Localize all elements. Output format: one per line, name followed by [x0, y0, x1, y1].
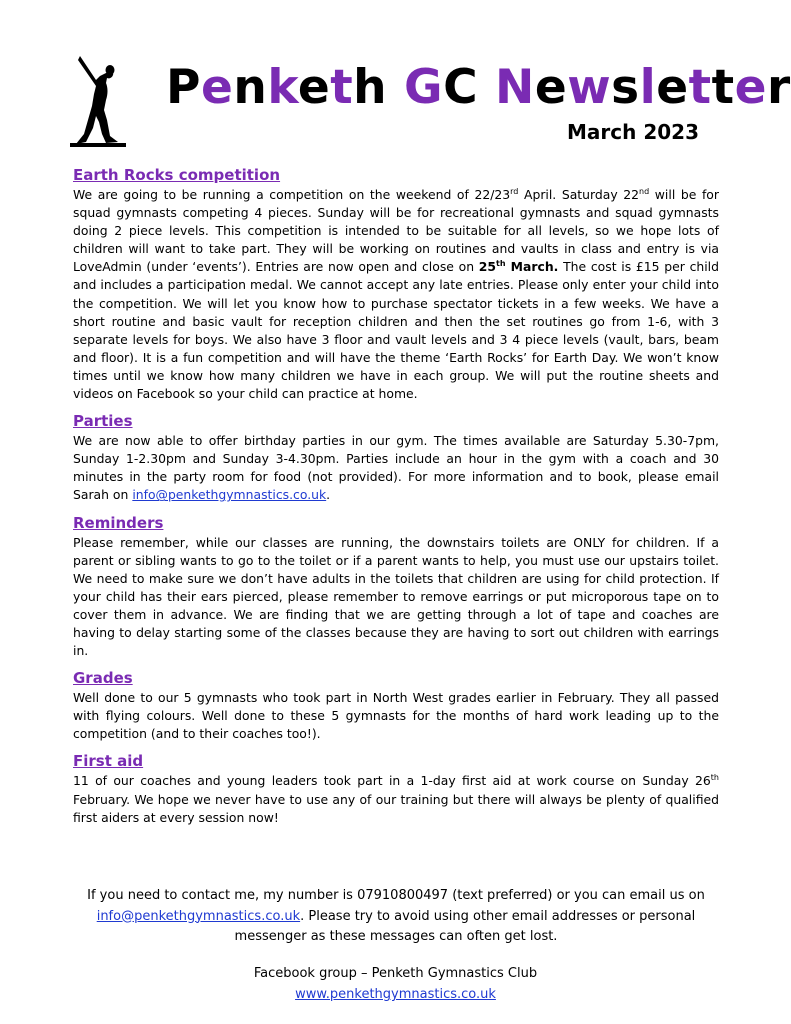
title-letter — [478, 60, 495, 115]
contact-info — [73, 886, 719, 948]
title-letter: e — [656, 60, 689, 115]
title-letter: e — [297, 60, 331, 115]
title-letter: w — [567, 60, 612, 115]
section-body: Well done to our 5 gymnasts who took part in North West grades earlier in February. They all passed with flying colours. Well done to these 5 gymnasts for the months of hard work leading up to the competition (and to their coaches too!). — [73, 690, 719, 742]
superscript: th — [710, 773, 719, 783]
section-heading: First aid — [73, 752, 144, 771]
title-letter: r — [766, 60, 791, 115]
facebook-group: Facebook group – Penketh Gymnastics Club — [253, 966, 538, 981]
title-letter: t — [330, 60, 354, 115]
title-letter: t — [711, 60, 735, 115]
section-heading: Grades — [73, 669, 133, 688]
title-letter: e — [534, 60, 568, 115]
title-letter: N — [494, 60, 535, 115]
section-grades — [73, 668, 719, 743]
closing-date — [479, 259, 559, 274]
body-text: February. We hope we never have to use any of our training but there will always be plenty of qualified first aiders at every session now! — [73, 791, 719, 825]
footer — [0, 963, 791, 1005]
section-parties — [73, 411, 719, 504]
superscript: rd — [510, 186, 519, 196]
section-body — [73, 432, 719, 504]
title-letter: t — [688, 60, 712, 115]
body-text: 11 of our coaches and young leaders took part in a 1-day first aid at work course on Sunday 26 — [73, 773, 711, 789]
email-link[interactable]: info@penkethgymnastics.co.uk — [132, 487, 327, 503]
body-text: The cost is £15 per child and includes a participation medal. We cannot accept any late entries. Please only enter your child into the competition. We will let you know how to purchase spectator tickets in a few weeks. We have a short routine and basic vault for reception children and then the set routines go from 1-6, with 3 separate levels for boys. We also have 3 floor and vault levels and 3 4 piece levels (vault, bars, beam and floor). It is a fun competition and will have the theme ‘Earth Rocks’ for Earth Day. We won’t know times until we know how many children we have in each group. We will put the routine sheets and videos on Facebook so your child can practice at home. — [73, 259, 719, 402]
title-letter — [387, 60, 404, 115]
body-text: We are now able to offer birthday parties in our gym. The times available are Saturday 5.30-7pm, Sunday 1-2.30pm and Sunday 3-4.30pm. Parties include an hour in the gym with a coach and 30 minutes in the party room for food (not provided). For more information and to book, please email Sarah on — [73, 433, 719, 503]
closing-day: 25 — [478, 259, 497, 275]
section-heading: Reminders — [73, 513, 164, 532]
section-body: Please remember, while our classes are running, the downstairs toilets are ONLY for children. If a parent or sibling wants to go to the toilet or if a parent wants to help, you must use our upstairs toilet. We need to make sure we don’t have adults in the toilets that children are using for child protection. If your child has their ears pierced, please remember to remove earrings or put microporous tape on to cover them in advance. We are finding that we are getting through a lot of tape and coaches are having to delay starting some of the classes because they are having to sort out children with earrings in. — [73, 534, 719, 659]
superscript: nd — [639, 186, 650, 196]
contact-text: . Please try to avoid using other email addresses or personal messenger as these messages can often get lost. — [234, 908, 696, 944]
issue-date: March 2023 — [567, 120, 699, 144]
section-earth-rocks — [73, 165, 719, 403]
title-letter: e — [200, 60, 234, 115]
closing-month: March. — [505, 259, 559, 275]
body-text: will be for squad gymnasts competing 4 pieces. Sunday will be for recreational gymnasts and squad gymnasts doing 2 piece levels. This competition is intended to be suitable for all levels, so we hope lots of children will want to take part. They will be working on routines and vaults in class and entry is via LoveAdmin (under ‘events’). Entries are now open and close on — [73, 187, 719, 275]
gymnast-silhouette-icon — [66, 50, 134, 148]
body-text: . — [326, 487, 331, 503]
newsletter-content — [73, 165, 719, 835]
section-heading: Earth Rocks competition — [73, 166, 281, 184]
title-letter: k — [267, 60, 298, 115]
title-letter: s — [611, 60, 640, 115]
contact-email-link[interactable]: info@penkethgymnastics.co.uk — [96, 908, 301, 924]
website-link[interactable]: www.penkethgymnastics.co.uk — [295, 987, 496, 1002]
title-letter: P — [166, 60, 201, 115]
body-text: We are going to be running a competition on the weekend of 22/23 — [73, 187, 511, 202]
body-text: April. Saturday 22 — [518, 187, 640, 202]
section-body — [73, 186, 719, 403]
title-letter: e — [734, 60, 767, 115]
title-letter: C — [443, 60, 479, 115]
section-body — [73, 772, 719, 826]
section-first-aid — [73, 751, 719, 826]
title-letter: h — [353, 60, 388, 115]
title-letter: l — [639, 60, 657, 115]
title-letter: n — [233, 60, 268, 115]
newsletter-title — [166, 58, 791, 118]
section-heading: Parties — [73, 412, 133, 431]
section-reminders — [73, 513, 719, 661]
superscript: th — [496, 259, 506, 269]
contact-text: If you need to contact me, my number is 07910800497 (text preferred) or you can email us on — [87, 888, 705, 903]
title-letter: G — [404, 60, 444, 115]
